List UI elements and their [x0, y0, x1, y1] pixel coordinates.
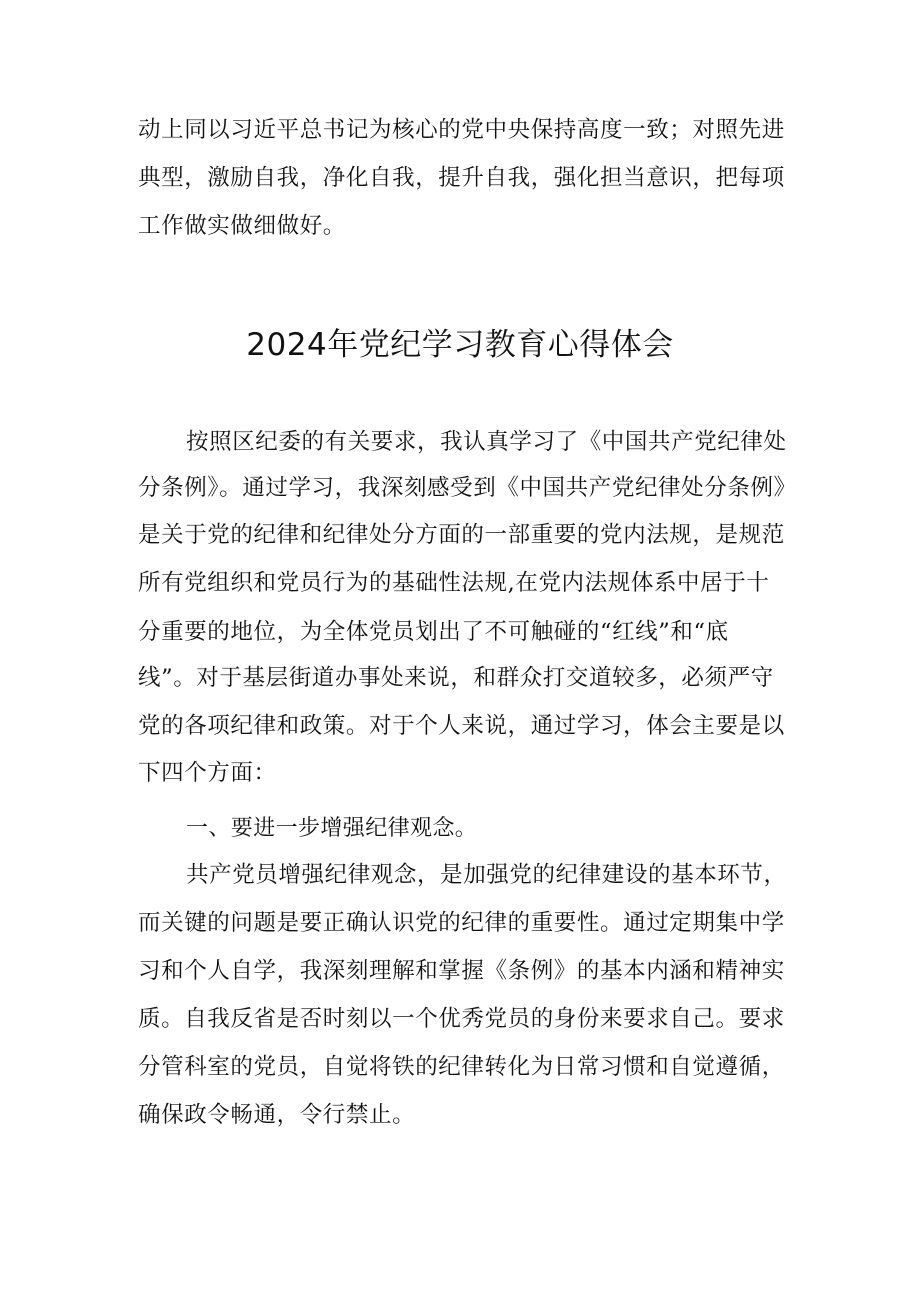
paragraph-line: 确保政令畅通，令行禁止。: [138, 1102, 416, 1128]
paragraph-line: 而关键的问题是要正确认识党的纪律的重要性。通过定期集中学: [138, 910, 785, 936]
paragraph-line: 分重要的地位，为全体党员划出了不可触碰的“红线”和“底: [138, 619, 729, 645]
paragraph-line: 典型，激励自我，净化自我，提升自我，强化担当意识，把每项: [138, 165, 785, 191]
paragraph-line: 是关于党的纪律和纪律处分方面的一部重要的党内法规，是规范: [138, 522, 785, 548]
paragraph-line: 线”。对于基层街道办事处来说，和群众打交道较多，必须严守: [138, 665, 774, 691]
paragraph-line: 下四个方面：: [138, 760, 277, 786]
document-title: 2024年党纪学习教育心得体会: [246, 327, 674, 363]
paragraph-line: 分条例》。通过学习，我深刻感受到《中国共产党纪律处分条例》: [138, 475, 797, 501]
paragraph-line: 党的各项纪律和政策。对于个人来说，通过学习，体会主要是以: [138, 713, 785, 739]
paragraph-line: 按照区纪委的有关要求，我认真学习了《中国共产党纪律处: [186, 429, 787, 455]
paragraph-line: 分管科室的党员，自觉将铁的纪律转化为日常习惯和自觉遵循，: [138, 1054, 785, 1080]
paragraph-line: 习和个人自学，我深刻理解和掌握《条例》的基本内涵和精神实: [138, 958, 785, 984]
paragraph-line: 质。自我反省是否时刻以一个优秀党员的身份来要求自己。要求: [138, 1006, 785, 1032]
paragraph-line: 共产党员增强纪律观念，是加强党的纪律建设的基本环节，: [186, 862, 787, 888]
paragraph-line: 所有党组织和党员行为的基础性法规,在党内法规体系中居于十: [138, 570, 770, 596]
paragraph-line: 动上同以习近平总书记为核心的党中央保持高度一致；对照先进: [138, 117, 785, 143]
section-heading: 一、要进一步增强纪律观念。: [186, 816, 478, 841]
paragraph-line: 工作做实做细做好。: [138, 213, 346, 239]
